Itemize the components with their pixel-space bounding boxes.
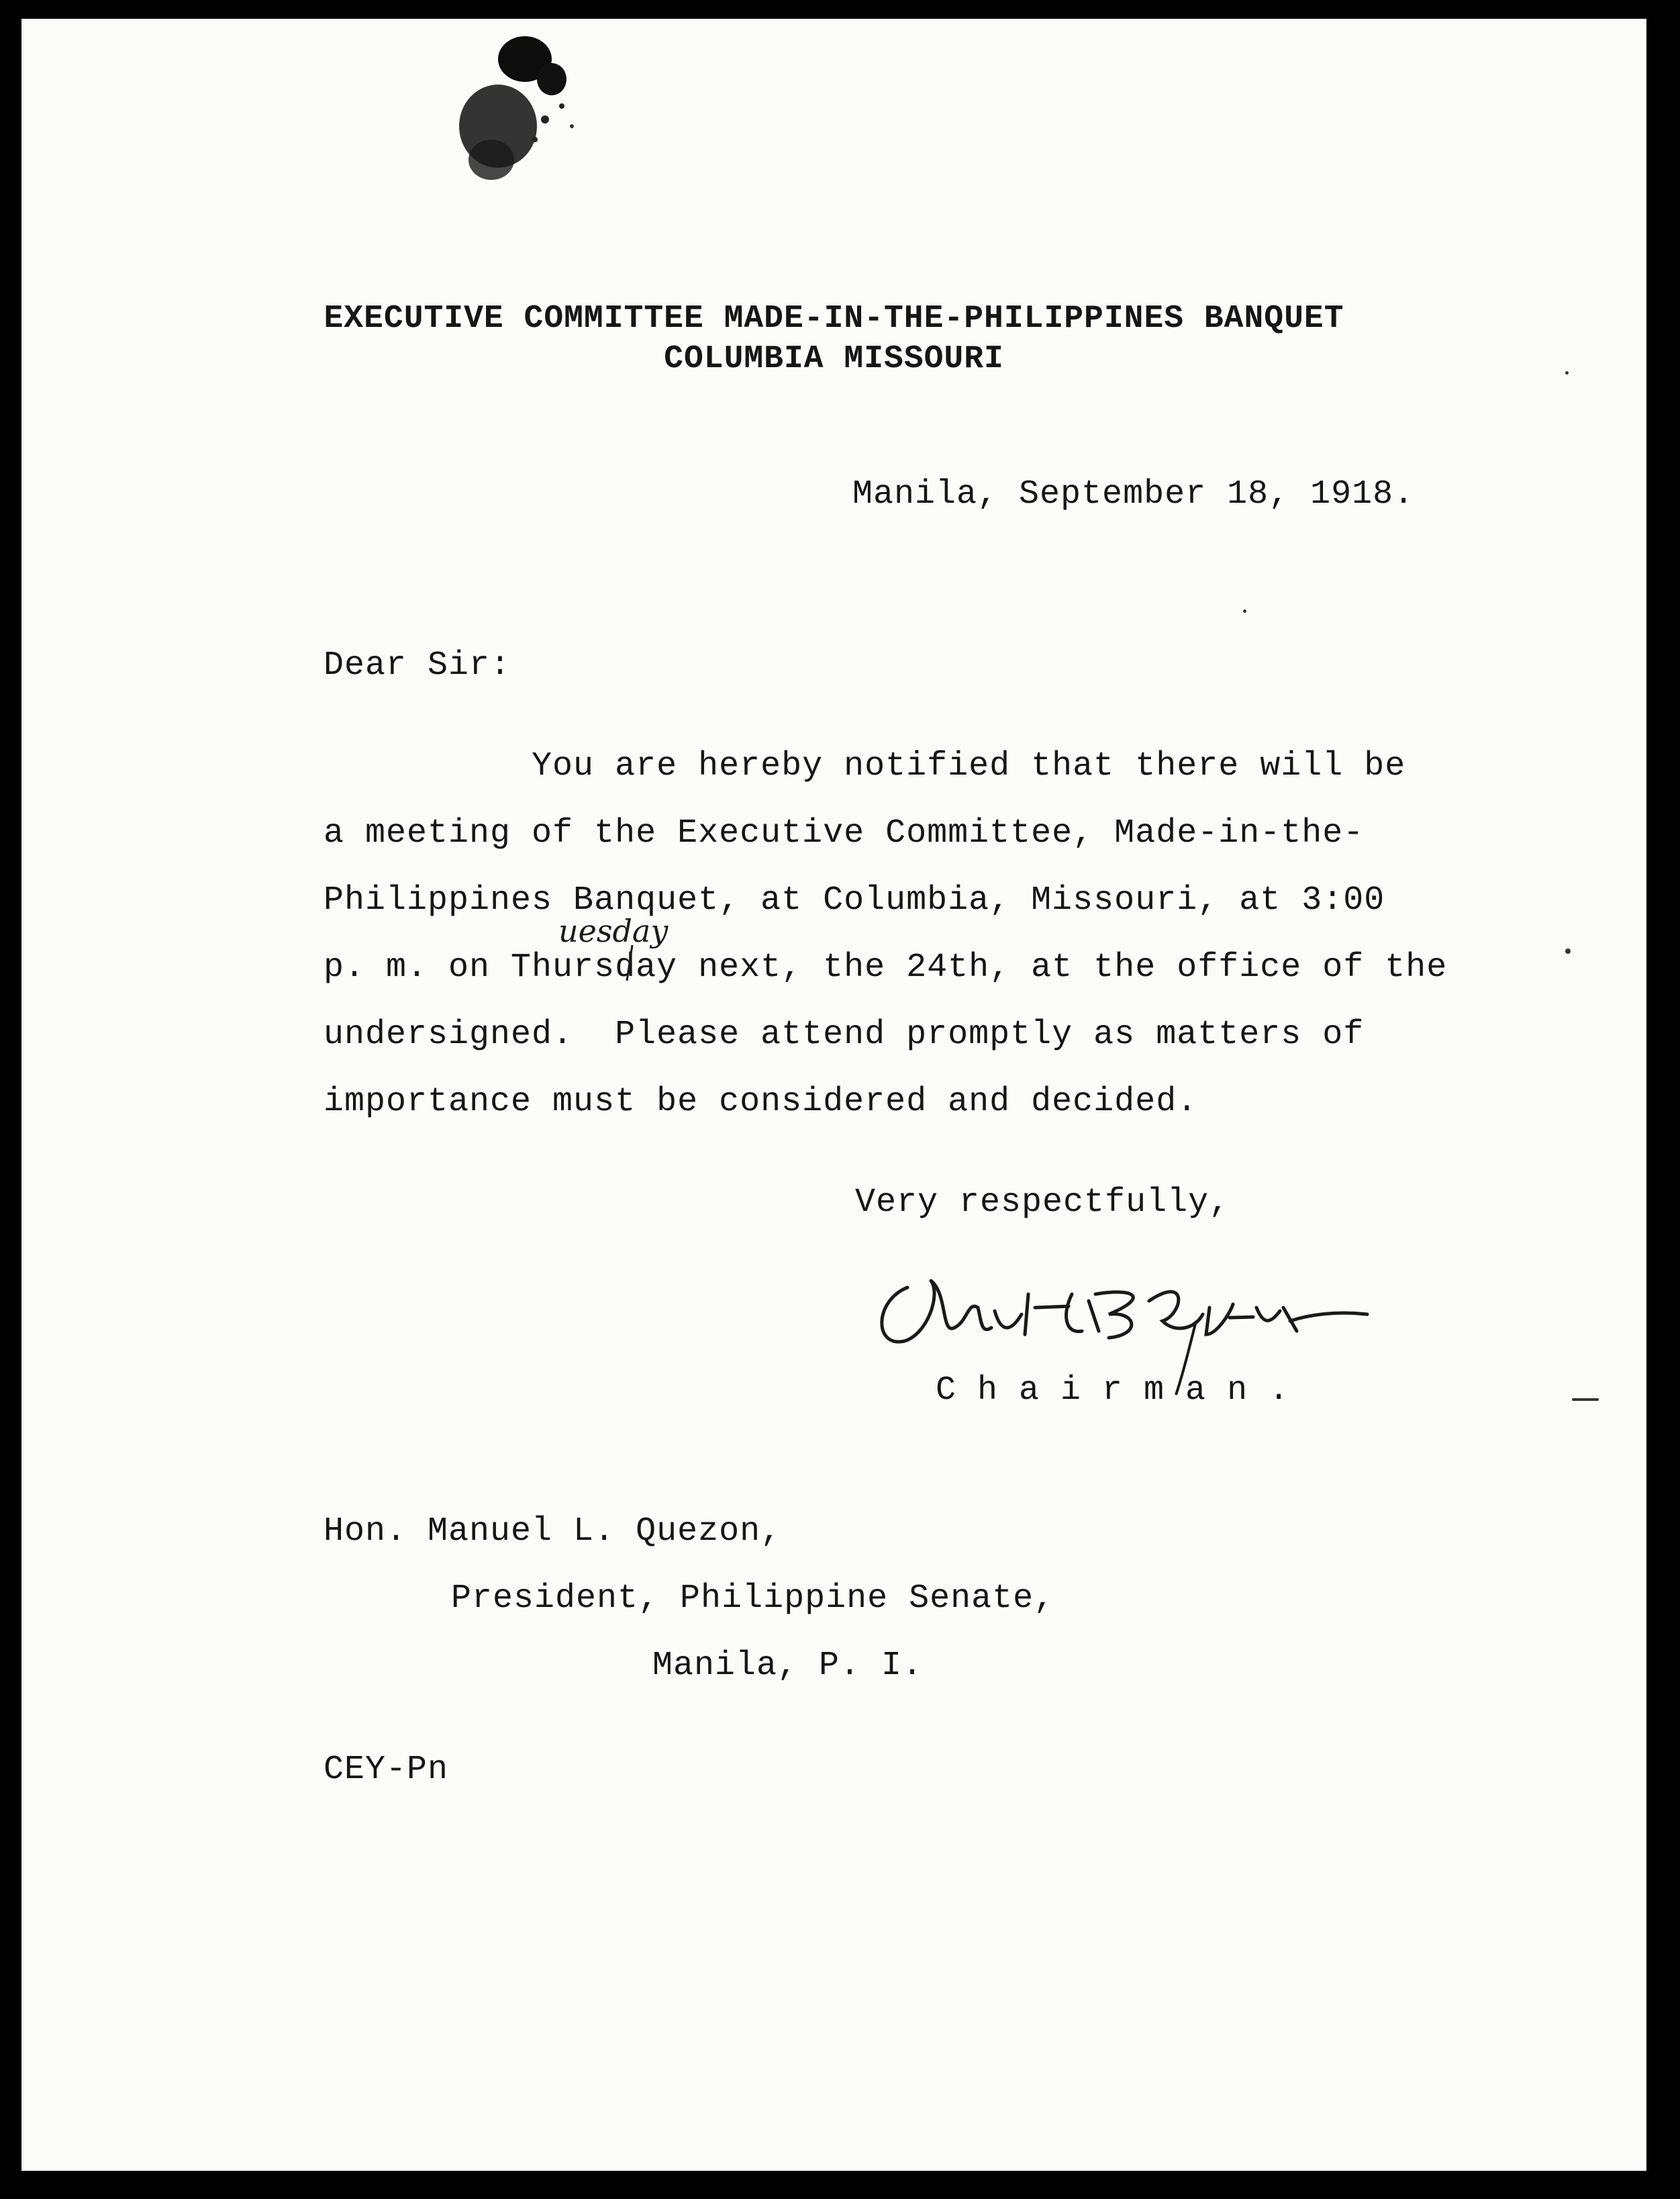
speck <box>1572 1398 1599 1401</box>
body-line-5: undersigned. Please attend promptly as matters of <box>324 1016 1365 1054</box>
letter-page <box>21 19 1646 2171</box>
signer-title: C h a i r m a n . <box>936 1371 1290 1410</box>
body-line-4-end: next, the 24th, at the office of the <box>677 948 1448 987</box>
closing: Very respectfully, <box>855 1183 1230 1222</box>
struck-word: Thursday <box>511 948 678 987</box>
letterhead-line-2: COLUMBIA MISSOURI <box>664 341 1004 377</box>
addressee-location: Manila, P. I. <box>652 1647 924 1685</box>
handwritten-correction <box>552 908 699 982</box>
body-line-1: You are hereby notified that there will be <box>324 747 1406 785</box>
reference-initials: CEY-Pn <box>324 1751 449 1789</box>
body-line-4 <box>324 948 1447 987</box>
body-line-3: Philippines Banquet, at Columbia, Missouri, at 3:00 <box>324 881 1385 920</box>
speck <box>1565 371 1569 375</box>
ink-blot <box>417 32 592 193</box>
speck <box>1243 609 1246 613</box>
body-line-2: a meeting of the Executive Committee, Made-in-the- <box>324 814 1365 852</box>
letter-date: Manila, September 18, 1918. <box>852 475 1415 514</box>
salutation: Dear Sir: <box>324 646 511 685</box>
addressee-position: President, Philippine Senate, <box>451 1579 1055 1618</box>
letterhead-line-1: EXECUTIVE COMMITTEE MADE-IN-THE-PHILIPPINES BANQUET <box>324 301 1344 337</box>
body-line-6: importance must be considered and decided. <box>324 1083 1198 1121</box>
addressee-name: Hon. Manuel L. Quezon, <box>324 1512 782 1551</box>
speck <box>1565 948 1571 954</box>
handwritten-correction-text: uesday <box>558 913 669 949</box>
body-line-4-start: p. m. on <box>324 948 511 987</box>
